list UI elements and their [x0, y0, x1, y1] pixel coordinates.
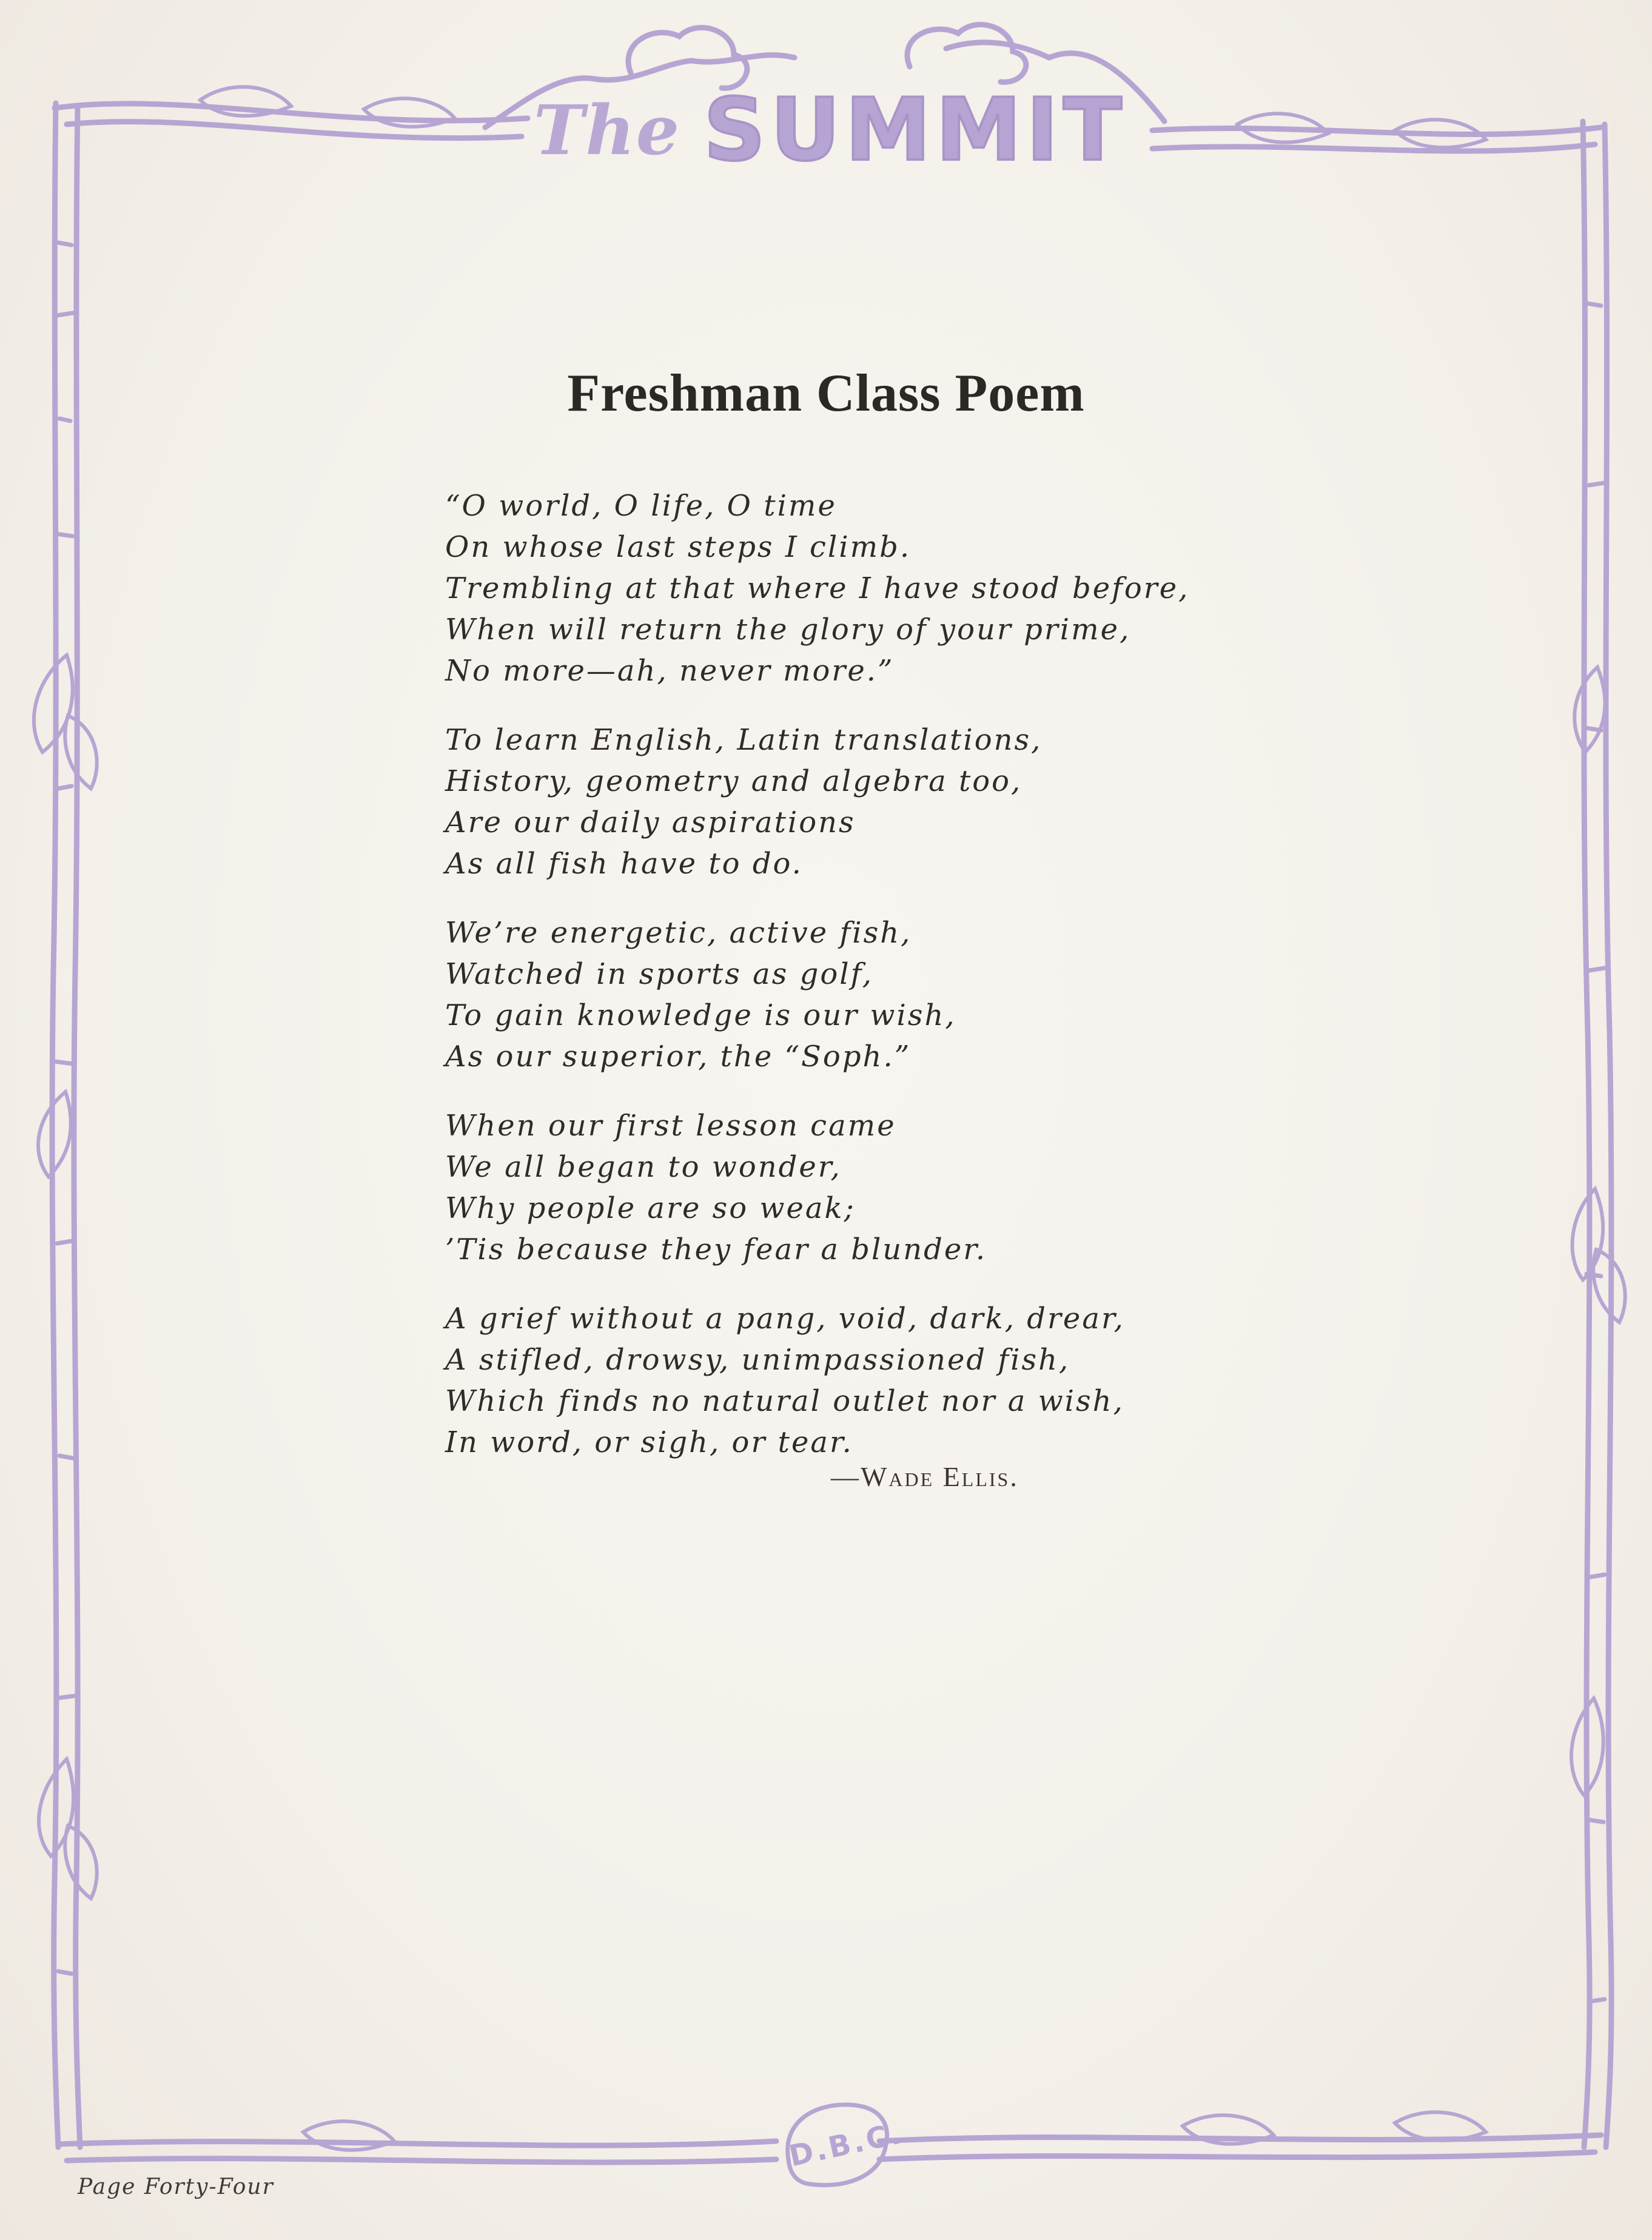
poem-line: As our superior, the “Soph.”: [445, 1040, 912, 1074]
stanza-2: [445, 719, 1234, 884]
poem-line: Which finds no natural outlet nor a wish,: [445, 1384, 1124, 1418]
stanza-1: [445, 485, 1234, 691]
poem-line: To learn English, Latin translations,: [445, 723, 1043, 757]
masthead-logo: [528, 73, 1158, 180]
masthead-the: The: [534, 91, 681, 170]
masthead-title: SUMMIT: [703, 80, 1127, 180]
poem-line: When our first lesson came: [445, 1109, 896, 1143]
poem-line: Watched in sports as golf,: [445, 957, 873, 991]
stanza-4: [445, 1105, 1234, 1270]
poem-line: “O world, O life, O time: [445, 489, 837, 523]
poem-line: A stifled, drowsy, unimpassioned fish,: [445, 1343, 1070, 1377]
stanza-3: [445, 912, 1234, 1077]
poem-line: In word, or sigh, or tear.: [445, 1425, 853, 1459]
poem-line: History, geometry and algebra too,: [445, 764, 1022, 798]
poem-line: Trembling at that where I have stood before,: [445, 571, 1190, 605]
poem-line: Are our daily aspirations: [445, 806, 856, 839]
poem-line: We’re energetic, active fish,: [445, 916, 912, 950]
poem-line: Why people are so weak;: [445, 1191, 856, 1225]
monogram-text: D.B.C.: [786, 2116, 907, 2174]
poem-line: When will return the glory of your prime,: [445, 613, 1131, 647]
poem-line: We all began to wonder,: [445, 1150, 842, 1184]
poem-line: A grief without a pang, void, dark, drear,: [445, 1302, 1125, 1336]
poem-line: To gain knowledge is our wish,: [445, 998, 956, 1032]
poem-line: ’Tis because they fear a blunder.: [445, 1233, 987, 1266]
poem-author: —Wade Ellis.: [831, 1461, 1019, 1492]
poem-line: As all fish have to do.: [445, 847, 803, 881]
monogram-logo: [780, 2110, 907, 2182]
poem-line: No more—ah, never more.”: [445, 654, 895, 688]
stanza-5: [445, 1298, 1234, 1463]
poem-body: [445, 485, 1234, 1491]
page-number: Page Forty-Four: [78, 2174, 274, 2199]
poem-title: Freshman Class Poem: [567, 364, 1085, 423]
poem-line: On whose last steps I climb.: [445, 530, 912, 564]
